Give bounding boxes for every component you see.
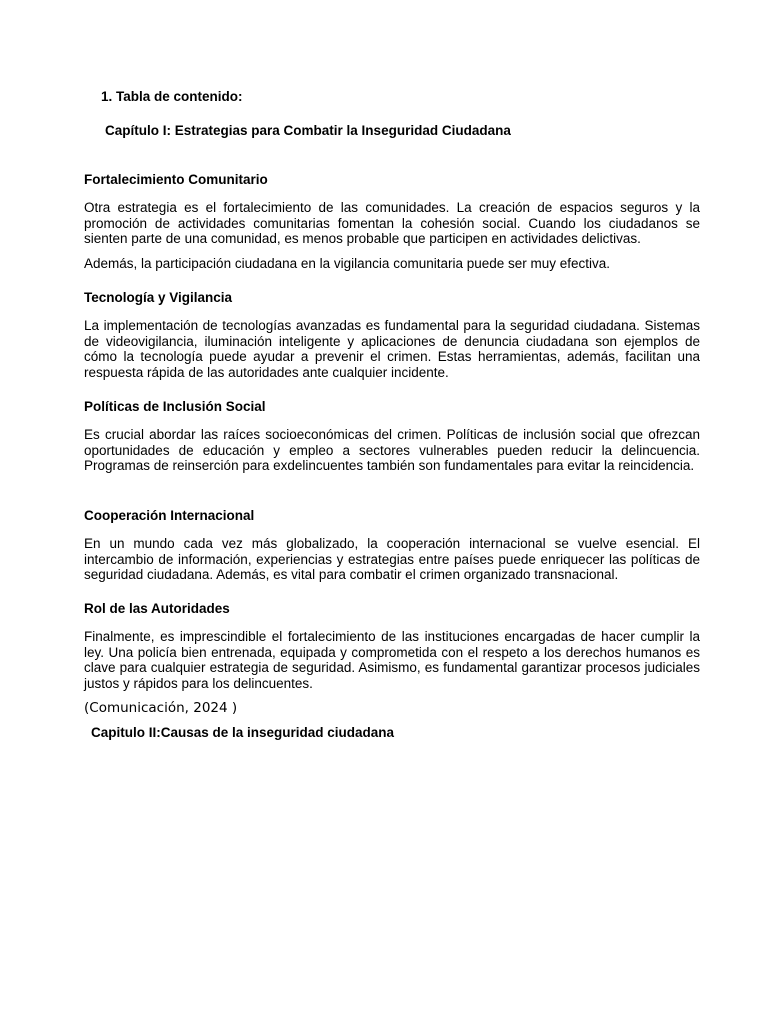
chapter-1-title: Capítulo I: Estrategias para Combatir la Inseguridad Ciudadana <box>105 123 511 138</box>
section-title: Rol de las Autoridades <box>84 601 230 616</box>
section-paragraph: Además, la participación ciudadana en la vigilancia comunitaria puede ser muy efectiva. <box>84 255 611 271</box>
section-paragraph: Es crucial abordar las raíces socioeconómicas del crimen. Políticas de inclusión social que ofrezcan oportunidades de educación y empleo a sectores vulnerables pueden reducir la delincuencia. Programas de reinserción para exdelincuentes también son fundamentales para evitar la reincidencia. <box>84 427 700 473</box>
section-cooperacion-internacional <box>84 507 700 583</box>
section-title: Fortalecimiento Comunitario <box>84 172 268 187</box>
chapter-2-title: Capitulo II:Causas de la inseguridad ciudadana <box>91 725 395 740</box>
section-politicas-inclusion-social <box>84 398 700 474</box>
toc-heading: 1. Tabla de contenido: <box>101 89 243 104</box>
section-paragraph: En un mundo cada vez más globalizado, la cooperación internacional se vuelve esencial. El intercambio de información, experiencias y estrategias entre países puede enriquecer las políticas de seguridad ciudadana. Además, es vital para combatir el crimen organizado transnacional. <box>84 536 700 582</box>
section-paragraph: Finalmente, es imprescindible el fortalecimiento de las instituciones encargadas de hacer cumplir la ley. Una policía bien entrenada, equipada y comprometida con el respeto a los derechos humanos es clave para cualquier estrategia de seguridad. Asimismo, es fundamental garantizar procesos judiciales justos y rápidos para los delincuentes. <box>84 629 700 691</box>
section-title: Tecnología y Vigilancia <box>84 290 233 305</box>
section-title: Políticas de Inclusión Social <box>84 399 266 414</box>
section-paragraph: Otra estrategia es el fortalecimiento de las comunidades. La creación de espacios seguros y la promoción de actividades comunitarias fomentan la cohesión social. Cuando los ciudadanos se sienten parte de una comunidad, es menos probable que participen en actividades delictivas. <box>84 200 700 246</box>
citation: (Comunicación, 2024 ) <box>84 700 238 716</box>
section-paragraph: La implementación de tecnologías avanzadas es fundamental para la seguridad ciudadana. Sistemas de videovigilancia, iluminación inteligente y aplicaciones de denuncia ciudadana son ejemplos de cómo la tecnología puede ayudar a prevenir el crimen. Estas herramientas, además, facilitan una respuesta rápida de las autoridades ante cualquier incidente. <box>84 318 700 380</box>
section-rol-autoridades <box>84 600 700 691</box>
section-fortalecimiento-comunitario <box>84 171 700 271</box>
section-tecnologia-vigilancia <box>84 289 700 380</box>
section-title: Cooperación Internacional <box>84 508 255 523</box>
